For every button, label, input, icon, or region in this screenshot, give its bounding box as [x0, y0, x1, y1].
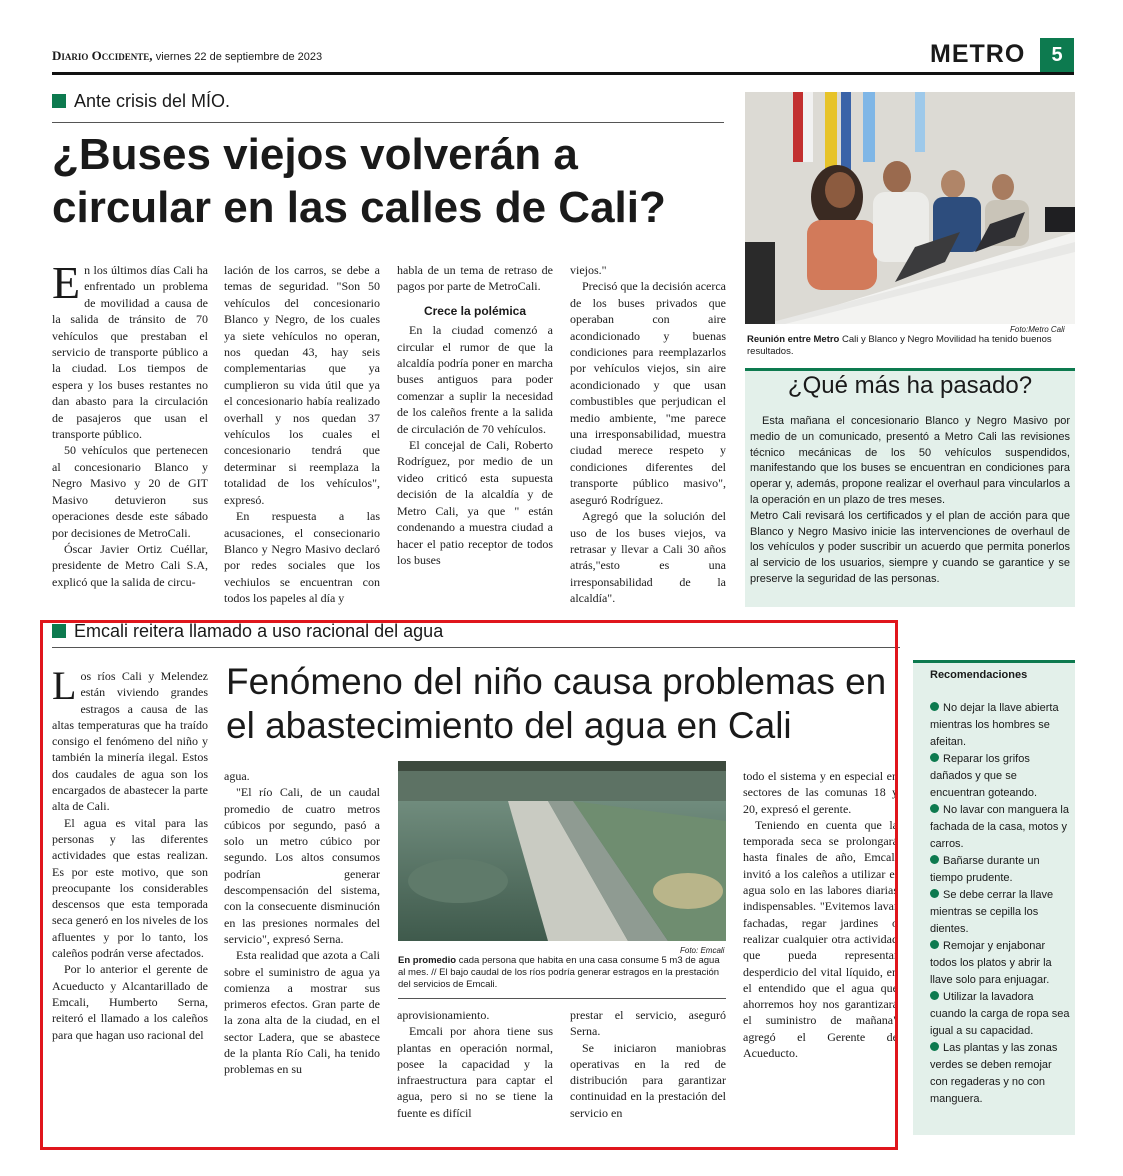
article2-column-5: todo el sistema y en especial en sectores de las comunas 18 y 20, expresó el gerente. Teniendo en cuenta que la temporada seca se prolongará hasta finales de año, Emcali invitó a los caleños a utilizar el agua solo en las labores diarias indispensables. "Evitemos lavar fachadas, regar jardines o realizar cualquier otra actividad que pueda representar desperdicio del vital líquido, en el entendido que el agua que ahorremos hoy nos garantizará el suministro de mañana" agregó el Gerente de Acueducto. [743, 769, 898, 1061]
list-item: Se debe cerrar la llave mientras se cepilla los dientes. [930, 889, 1054, 935]
article1-column-1: En los últimos días Cali ha enfrentado un problema de movilidad a causa de la salida de tránsito de 70 vehículos que prestaban el servicio de transporte público a la ciudad. Los tiempos de espera y los buses restantes no dan abasto para la circulación de pasajeros que usan el transporte público. 50 vehículos que pertenecen al concesionario Blanco y Negro Masivo y 20 de GIT Masivo detuvieron sus operaciones desde este sábado por decisiones de MetroCali. Óscar Javier Ortiz Cuéllar, presidente de Metro Cali S.A, explicó que la salida de circu- [52, 257, 208, 589]
list-item: Las plantas y las zonas verdes se deben remojar con regaderas y no con manguera. [930, 1042, 1058, 1105]
header-rule [52, 72, 1074, 75]
article1-column-3: habla de un tema de retraso de pagos por parte de MetroCali. Crece la polémica En la ciudad comenzó a circular el rumor de que la alcaldía podría poner en marcha buses antiguos para poder comenzar a suplir la necesidad de los caleños frente a la salida de circulación de 70 vehículos. El concejal de Cali, Roberto Rodríguez, por medio de un video criticó esta supuesta decisión de la alcaldía y de Metro Cali, ya que " están condenando a muestra ciudad a hacer el patio receptor de todos los buses [397, 263, 553, 567]
photo-caption: En promedio cada persona que habita en una casa consume 5 m3 de agua al mes. // El bajo caudal de los ríos podría generar estragos en la prestación del servicios de Emcali. [398, 955, 720, 990]
bullet-icon [930, 1042, 939, 1051]
article2-column-1: Los ríos Cali y Melendez están viviendo grandes estragos a causa de las altas temperaturas que ha traído consigo el fenómeno del niño y también la minería ilegal. Estos dos caudales de agua son los encargados de abastecer la parte alta de Cali. El agua es vital para las personas y las diferentes actividades que estas realizan. Es por este motivo, que son preocupante los considerables descensos que esta temporada seca generó en los niveles de los afluentes y por lo tanto, los caleños podrán verse afectados. Por lo anterior el gerente de Acueducto y Alcantarillado de Emcali, Humberto Serna, reiteró el llamado a los caleños para que hagan uso racional del [52, 663, 208, 1042]
recommendations-title: Recomendaciones [930, 669, 1028, 681]
sidebar-text: Esta mañana el concesionario Blanco y Negro Masivo por medio de un comunicado, presentó a Metro Cali las revisiones técnico mecánicas de los 50 vehículos suspendidos, manifestando que los buses se encuentran en condiciones para operar y, además, propone realizar el overhaul para vincularlos a la operación en un plazo de tres meses. Metro Cali revisará los certificados y el plan de acción para que Blanco y Negro Masivo inicie las intervenciones de overhaul de los vehículos y poder suscribir un acuerdo que permita ponerlos al servicio de los usuarios, siempre y cuando se garantice y se preserve la seguridad de las personas. [750, 415, 1070, 585]
article1-column-4: viejos." Precisó que la decisión acerca de los buses privados que operaban con aire acondicionado y buenas condiciones para reemplazarlos por vehículos viejos, sin aire acondicionado y que usan combustibles que perjudican el medio ambiente, "me parece una irresponsabilidad, muestra ciudad merece respeto y condiciones diferentes del transporte público masivo", aseguró Rodríguez. Agregó que la solución del uso de los buses viejos, va retrasar y llevar a Cali 30 años atrás,"esto es una irresponsabilidad de la alcaldía". [570, 263, 726, 606]
article2-headline: Fenómeno del niño causa problemas en el abastecimiento del agua en Cali [226, 661, 887, 746]
sidebar-title: ¿Qué más ha pasado? [787, 372, 1033, 399]
kicker-rule [52, 122, 724, 123]
dropcap: E [52, 257, 81, 308]
list-item: Remojar y enjabonar todos los platos y abrir la llave solo para enjuagar. [930, 940, 1052, 986]
bullet-icon [930, 702, 939, 711]
newspaper-name: Diario Occidente, [52, 48, 153, 63]
list-item: No lavar con manguera la fachada de la casa, motos y carros. [930, 804, 1069, 850]
photo-credit: Foto: Emcali [680, 946, 725, 955]
recommendations-list [930, 700, 1070, 1108]
article1-column-2: lación de los carros, se debe a temas de seguridad. "Son 50 vehículos del concesionario Blanco y Negro, de los cuales ya siete vehículos no operan, nos quedan 43, hay seis complementarias que ya cumplieron su vida útil que ya el concesionario había realizado overhall y nos quedan 37 vehículos los cuales el concesionario tendrá que determinar si reemplaza la totalidad de los vehículos", expresó. En respuesta a las acusaciones, el consecionario Blanco y Negro Masivo declaró por redes sociales que los vechiulos se encuentran con todos los papeles al día y [224, 263, 380, 606]
photo-caption: Reunión entre Metro Cali y Blanco y Negro Movilidad ha tenido buenos resultados. [747, 334, 1052, 357]
subheading: Crece la polémica [423, 303, 527, 318]
article1-kicker: Ante crisis del MÍO. [52, 91, 230, 112]
list-item: Reparar los grifos dañados y que se encuentran goteando. [930, 753, 1038, 799]
section-name: METRO [930, 40, 1026, 68]
bullet-icon [930, 889, 939, 898]
article2-kicker: Emcali reitera llamado a uso racional del agua [52, 621, 443, 642]
bullet-icon [930, 940, 939, 949]
issue-date: viernes 22 de septiembre de 2023 [155, 51, 323, 63]
article2-column-3: aprovisionamiento. Emcali por ahora tiene sus plantas en operación normal, posee la capacidad y la infraestructura para captar el agua, pero si no se tiene la fuente es difícil [397, 1008, 553, 1120]
bullet-icon [930, 753, 939, 762]
photo-credit: Foto:Metro Cali [1010, 325, 1065, 334]
meeting-photo [745, 92, 1075, 324]
page-number: 5 [1040, 38, 1074, 72]
article2-column-4: prestar el servicio, aseguró Serna. Se iniciaron maniobras operativas en la red de distribución para garantizar continuidad en la prestación del servicio en [570, 1008, 726, 1120]
list-item: No dejar la llave abierta mientras los hombres se afeitan. [930, 702, 1059, 748]
article1-headline: ¿Buses viejos volverán a circular en las calles de Cali? [52, 130, 666, 232]
article2-column-2: agua. "El río Cali, de un caudal promedio de cuatro metros cúbicos por segundo, pasó a solo un metro cúbico por segundo. Los altos consumos podrían generar descompensación del sistema, con la consecuente disminución en las presiones normales del servicio", expresó Serna. Esta realidad que azota a Cali sobre el suministro de agua ya comienza a mostrar sus primeros efectos. Gran parte de la zona alta de la ciudad, en el sector Ladera, que se abastece de la planta Río Cali, ha tenido problemas en su [224, 769, 380, 1077]
masthead [52, 48, 322, 64]
bullet-icon [930, 991, 939, 1000]
square-bullet-icon [52, 94, 66, 108]
list-item: Bañarse durante un tiempo prudente. [930, 855, 1040, 884]
list-item: Utilizar la lavadora cuando la carga de ropa sea igual a su capacidad. [930, 991, 1070, 1037]
bullet-icon [930, 804, 939, 813]
bullet-icon [930, 855, 939, 864]
dropcap: L [52, 663, 77, 708]
highlight-box [40, 620, 898, 1150]
